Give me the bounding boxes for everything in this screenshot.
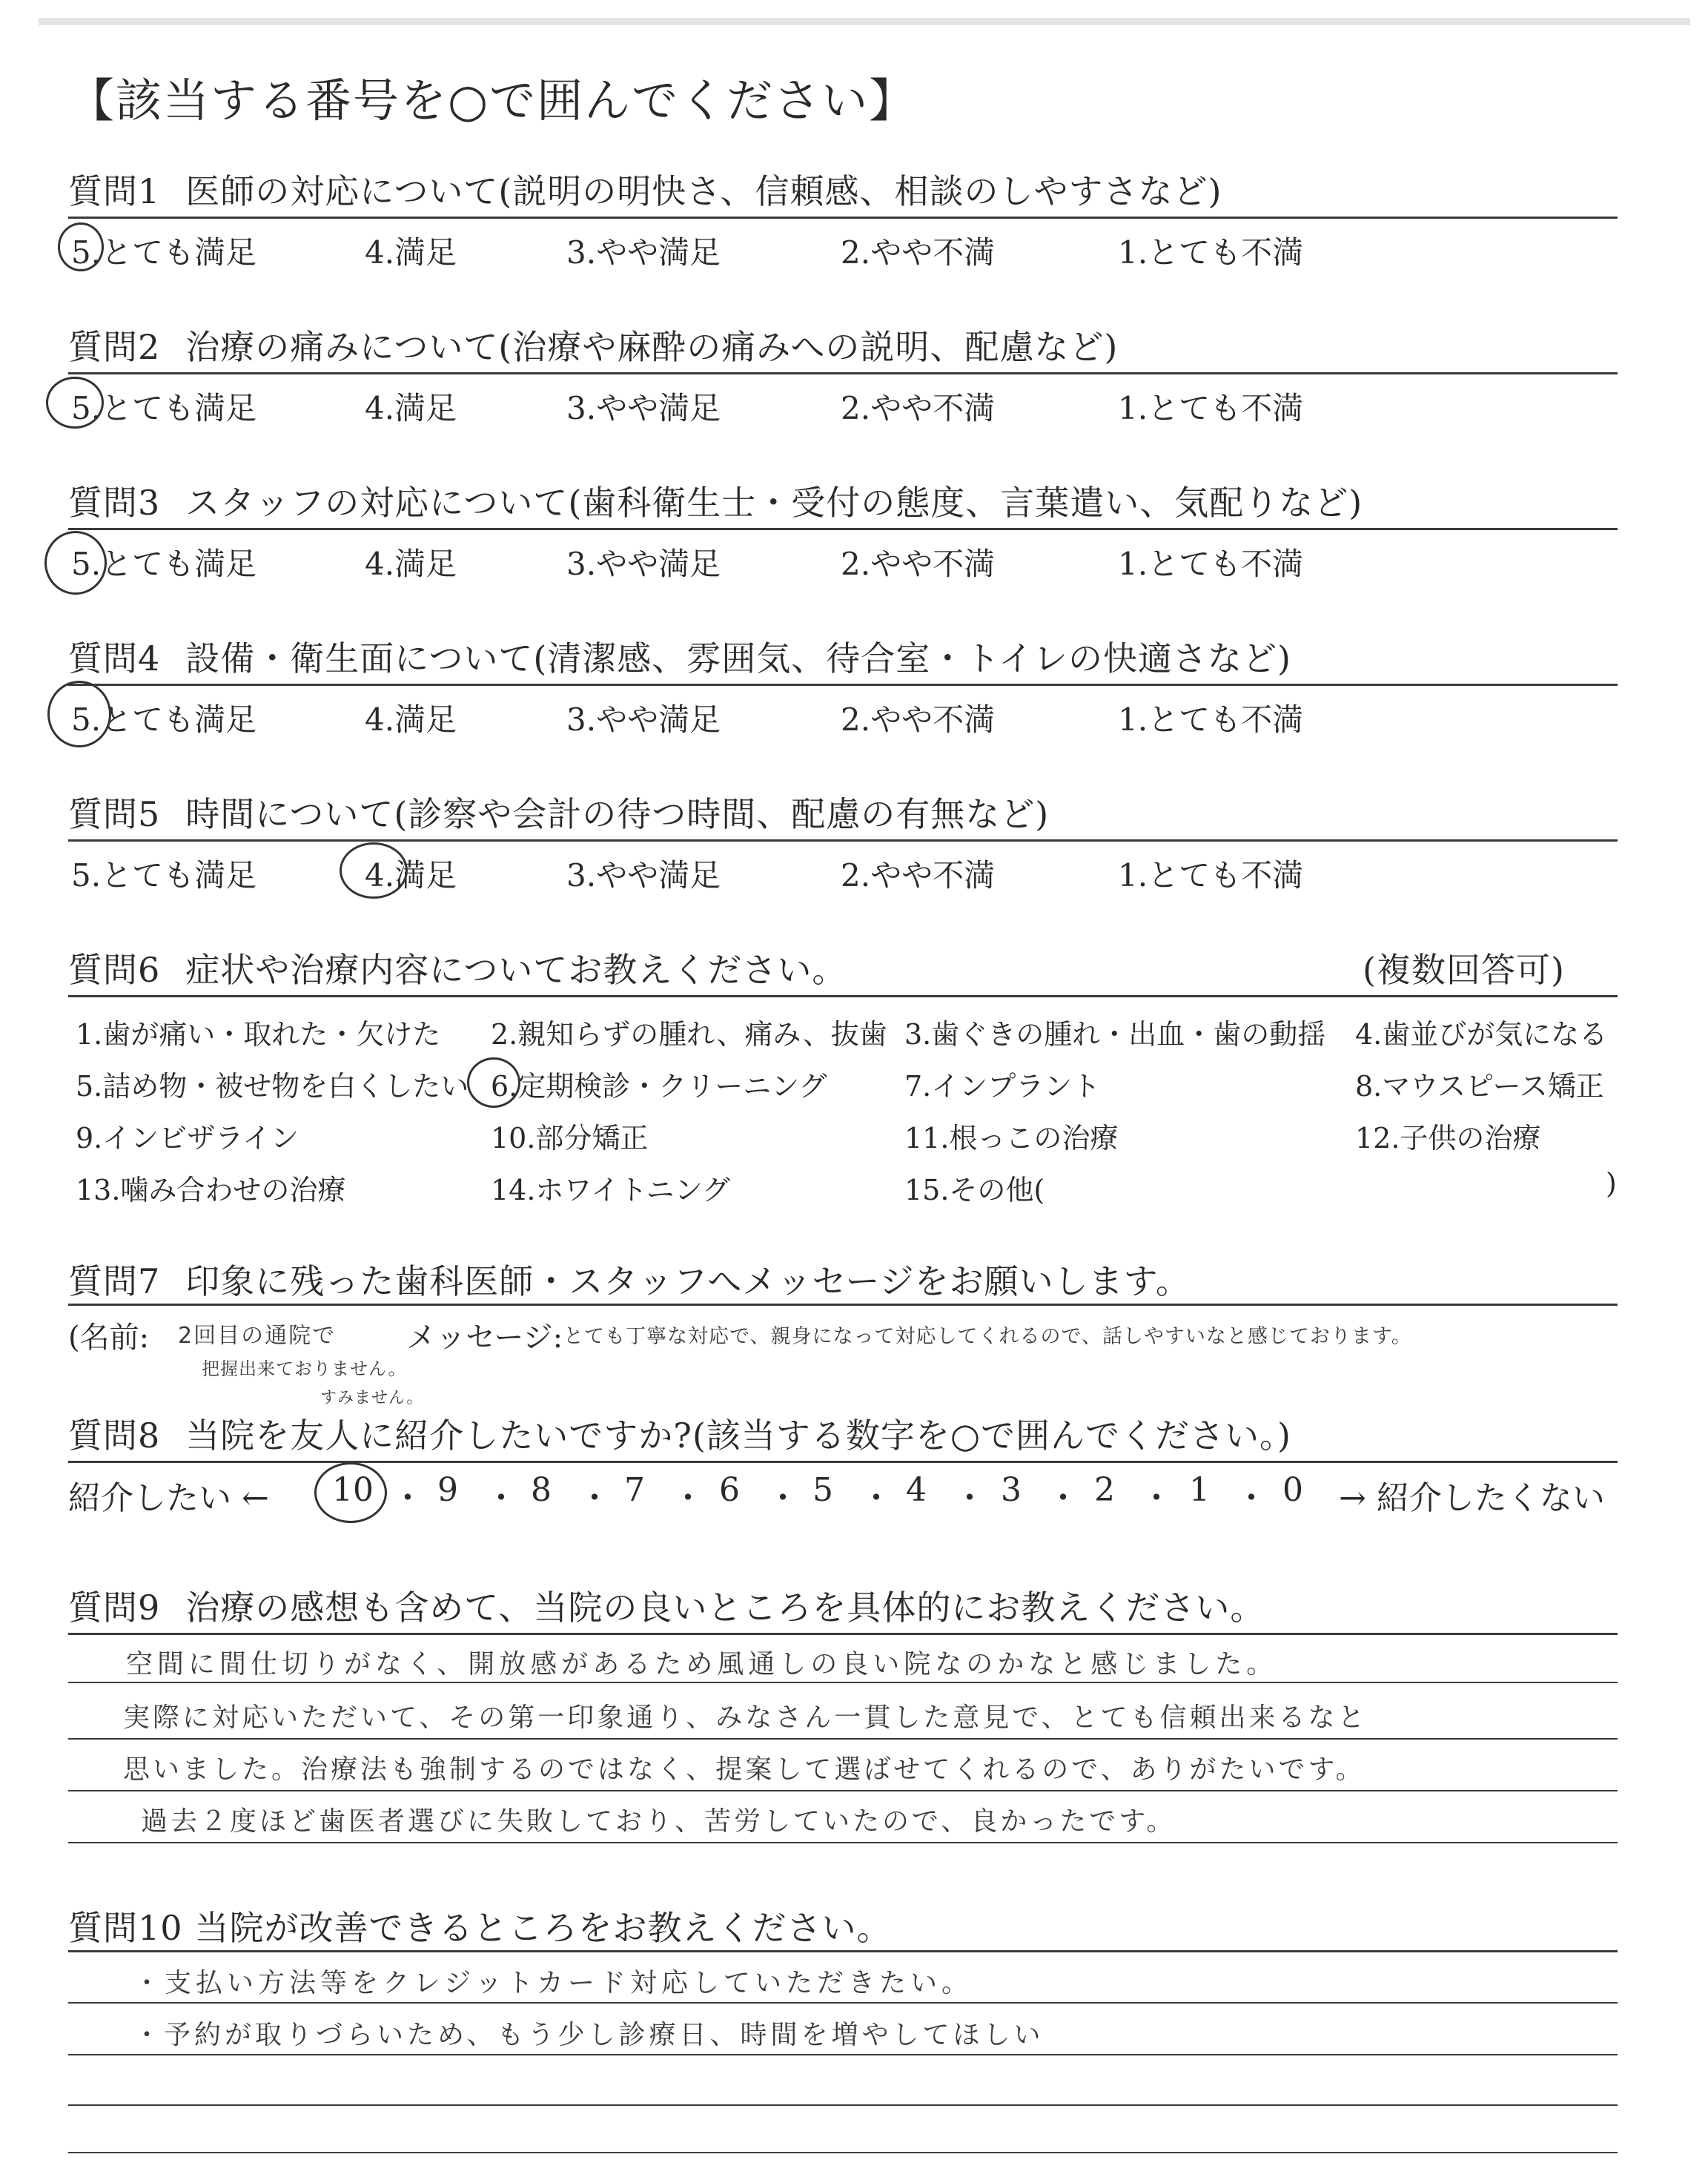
q5-option-4[interactable]: 4.満足 [365,857,457,894]
scale-0[interactable]: 0 [1282,1471,1303,1509]
scale-separator: ・ [391,1479,424,1517]
q4-option-4[interactable]: 4.満足 [365,701,457,738]
q4-option-3[interactable]: 3.やや満足 [566,701,721,738]
question-3-title [68,476,1363,525]
q5-option-3[interactable]: 3.やや満足 [566,857,721,894]
scale-separator: ・ [767,1479,799,1517]
symptom-option-1[interactable]: 1.歯が痛い・取れた・欠けた [76,1018,441,1051]
q3-option-2[interactable]: 2.やや不満 [841,546,996,582]
q2-option-2[interactable]: 2.やや不満 [841,390,996,426]
name-label: (名前: [68,1321,150,1355]
question-10-title [68,1901,892,1950]
question-text: 設備・衛生面について(清潔感、雰囲気、待合室・トイレの快適さなど) [185,638,1291,678]
symptom-option-10[interactable]: 10.部分矯正 [491,1122,649,1155]
question-text: 当院を友人に紹介したいですか?(該当する数字を○で囲んでください。) [185,1416,1291,1456]
q4-option-2[interactable]: 2.やや不満 [841,701,996,738]
q6-selection-circle [467,1057,520,1108]
question-text: 医師の対応について(説明の明快さ、信頼感、相談のしやすさなど) [185,171,1222,211]
question-text: 治療の感想も含めて、当院の良いところを具体的にお教えください。 [185,1588,1265,1628]
q3-selection-circle [44,531,107,595]
rule [68,995,1618,997]
other-close-paren: ) [1606,1167,1617,1200]
symptom-option-7[interactable]: 7.インプラント [904,1070,1101,1103]
rule [68,684,1618,686]
q4-option-1[interactable]: 1.とても不満 [1118,701,1304,738]
symptom-option-14[interactable]: 14.ホワイトニング [491,1174,731,1206]
name-value[interactable]: 2回目の通院で [178,1323,337,1349]
rule [68,1950,1618,1952]
question-6-title [68,943,847,992]
symptom-option-3[interactable]: 3.歯ぐきの腫れ・出血・歯の動揺 [904,1018,1326,1051]
q1-option-1[interactable]: 1.とても不満 [1118,234,1304,271]
question-text: 治療の痛みについて(治療や麻酔の痛みへの説明、配慮など) [185,327,1119,367]
question-5-title [68,787,1049,836]
recommend-right-label: → 紹介したくない [1339,1479,1605,1517]
symptom-option-9[interactable]: 9.インビザライン [76,1122,299,1155]
q1-option-5[interactable]: 5.とても満足 [71,234,257,271]
q1-option-2[interactable]: 2.やや不満 [841,234,996,271]
q8-selection-circle [314,1462,387,1523]
scale-3[interactable]: 3 [1001,1471,1022,1509]
question-4-title [68,632,1291,681]
symptom-option-6[interactable]: 6.定期検診・クリーニング [491,1070,827,1103]
question-2-title [68,320,1118,369]
q2-option-3[interactable]: 3.やや満足 [566,390,721,426]
question-number: 質問5 [68,794,161,834]
question-number: 質問1 [68,171,161,211]
answer-line [68,2152,1618,2153]
q2-option-1[interactable]: 1.とても不満 [1118,390,1304,426]
q3-option-3[interactable]: 3.やや満足 [566,546,721,582]
q9-answer-line-3[interactable]: 思いました。治療法も強制するのではなく、提案して選ばせてくれるので、ありがたいです。 [123,1754,1366,1785]
rule [68,372,1618,374]
q2-option-5[interactable]: 5.とても満足 [71,390,257,426]
scale-separator: ・ [672,1479,704,1517]
rule [68,1461,1618,1463]
question-1-title [68,165,1222,214]
scale-separator: ・ [1047,1479,1079,1517]
page-top-border [39,18,1690,25]
q2-selection-circle [46,377,104,429]
question-7-title [68,1255,1191,1304]
scale-5[interactable]: 5 [812,1471,833,1509]
answer-line [68,2054,1618,2055]
apology-note: すみません。 [320,1389,424,1407]
scale-9[interactable]: 9 [437,1471,458,1509]
symptom-option-8[interactable]: 8.マウスピース矯正 [1355,1070,1604,1103]
question-number: 質問6 [68,950,161,990]
rule [68,1633,1618,1635]
question-number: 質問4 [68,638,161,678]
answer-line [68,1842,1618,1843]
symptom-option-4[interactable]: 4.歯並びが気になる [1355,1018,1608,1051]
q5-option-2[interactable]: 2.やや不満 [841,857,996,894]
question-text: 印象に残った歯科医師・スタッフへメッセージをお願いします。 [185,1261,1191,1301]
q9-answer-line-4[interactable]: 過去２度ほど歯医者選びに失敗しており、苦労していたので、良かったです。 [141,1806,1176,1837]
q3-option-5[interactable]: 5.とても満足 [71,546,257,582]
q10-answer-line-2[interactable]: ・予約が取りづらいため、もう少し診療日、時間を増やしてほしい [133,2020,1045,2050]
q5-option-1[interactable]: 1.とても不満 [1118,857,1304,894]
symptom-option-11[interactable]: 11.根っこの治療 [904,1122,1119,1155]
q9-answer-line-1[interactable]: 空間に間仕切りがなく、開放感があるため風通しの良い院なのかなと感じました。 [126,1649,1278,1680]
question-text: 症状や治療内容についてお教えください。 [185,950,847,990]
scale-separator: ・ [1235,1479,1268,1517]
question-number: 質問10 [68,1908,183,1948]
rule [68,839,1618,842]
page-heading: 【該当する番号を○で囲んでください】 [68,73,917,128]
scale-separator: ・ [578,1479,611,1517]
rule [68,217,1618,219]
question-number: 質問9 [68,1588,161,1628]
symptom-option-12[interactable]: 12.子供の治療 [1355,1122,1541,1155]
q10-answer-line-1[interactable]: ・支払い方法等をクレジットカード対応していただきたい。 [133,1968,973,1998]
answer-line [68,1790,1618,1791]
q2-option-4[interactable]: 4.満足 [365,390,457,426]
rule [68,1304,1618,1306]
q3-option-4[interactable]: 4.満足 [365,546,457,582]
symptom-option-2[interactable]: 2.親知らずの腫れ、痛み、抜歯 [491,1018,887,1051]
q3-option-1[interactable]: 1.とても不満 [1118,546,1304,582]
q1-selection-circle [58,222,104,271]
name-note: 把握出来ておりません。 [202,1358,407,1379]
answer-line [68,1738,1618,1740]
symptom-option-15[interactable]: 15.その他( [904,1174,1045,1206]
q4-selection-circle [47,681,111,747]
message-value[interactable]: とても丁寧な対応で、親身になって対応してくれるので、話しやすいなと感じております。 [563,1325,1412,1348]
question-number: 質問2 [68,327,161,367]
answer-line [68,2002,1618,2004]
question-text: 時間について(診察や会計の待つ時間、配慮の有無など) [185,794,1050,834]
scale-separator: ・ [1140,1479,1173,1517]
multiple-answer-note: (複数回答可) [1363,950,1565,990]
question-text: スタッフの対応について(歯科衛生士・受付の態度、言葉遣い、気配りなど) [185,483,1363,523]
q5-option-5[interactable]: 5.とても満足 [71,857,257,894]
rule [68,528,1618,530]
answer-line [68,1682,1618,1683]
question-8-title [68,1409,1291,1458]
scale-separator: ・ [860,1479,893,1517]
question-number: 質問7 [68,1261,161,1301]
scale-7[interactable]: 7 [624,1471,645,1509]
answer-line [68,2104,1618,2106]
q5-selection-circle [340,842,408,899]
q1-option-3[interactable]: 3.やや満足 [566,234,721,271]
symptom-option-5[interactable]: 5.詰め物・被せ物を白くしたい [76,1070,469,1103]
scale-1[interactable]: 1 [1189,1471,1210,1509]
question-number: 質問8 [68,1416,161,1456]
question-text: 当院が改善できるところをお教えください。 [194,1908,892,1948]
symptom-option-13[interactable]: 13.噛み合わせの治療 [76,1174,346,1206]
scale-4[interactable]: 4 [906,1471,927,1509]
message-label: メッセージ: [406,1321,563,1355]
recommend-left-label: 紹介したい ← [68,1479,269,1517]
q9-answer-line-2[interactable]: 実際に対応いただいて、その第一印象通り、みなさん一貫した意見で、とても信頼出来るなと [123,1702,1368,1733]
scale-10[interactable]: 10 [332,1471,374,1509]
scale-separator: ・ [485,1479,517,1517]
scale-6[interactable]: 6 [719,1471,740,1509]
scale-2[interactable]: 2 [1094,1471,1115,1509]
question-9-title [68,1581,1265,1630]
scale-8[interactable]: 8 [531,1471,552,1509]
q1-option-4[interactable]: 4.満足 [365,234,457,271]
question-number: 質問3 [68,483,161,523]
scale-separator: ・ [953,1479,986,1517]
q4-option-5[interactable]: 5.とても満足 [71,701,257,738]
